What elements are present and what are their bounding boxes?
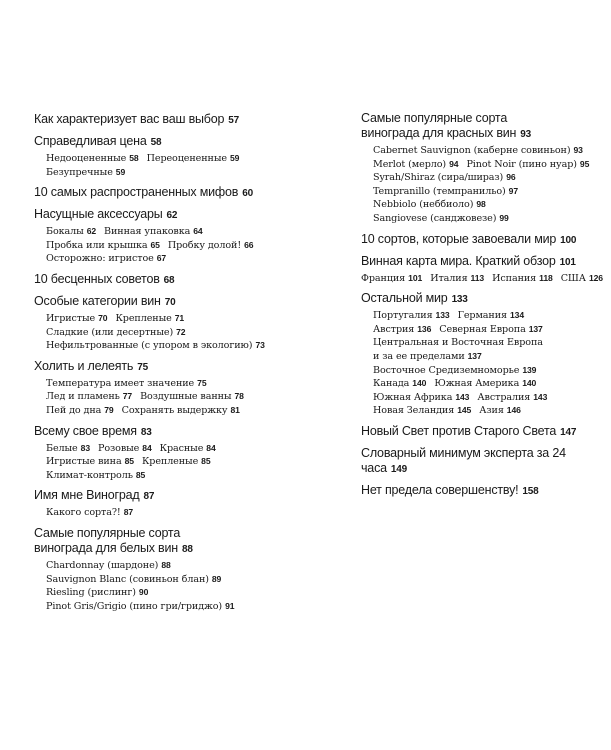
toc-entry-label: Климат-контроль [46,469,133,481]
toc-entry-label: и за ее пределами [373,350,465,362]
toc-subitem-line [46,404,284,418]
toc-entry [373,310,450,321]
toc-entry-label: Германия [457,310,507,322]
toc-section [34,272,284,288]
toc-entry-label: Осторожно: игристое [46,253,154,265]
toc-page-number: 137 [528,323,543,334]
toc-section-heading [361,424,591,440]
toc-page-number: 147 [560,426,577,438]
toc-section [34,134,284,179]
toc-entry [46,240,160,251]
toc-subitems [34,312,284,353]
toc-section-title: Холить и лелеять [34,358,134,373]
toc-subitem-line [46,312,284,326]
toc-subitem-line [373,144,591,158]
toc-section-heading [34,526,284,557]
toc-page-number: 100 [560,234,577,246]
toc-entry-label: США [560,272,586,284]
toc-page-number: 133 [451,294,468,306]
toc-entry-label: Белые [46,442,78,454]
toc-subitem-line [46,559,284,573]
toc-section-title: 10 самых распространенных мифов [34,185,239,200]
toc-page-number: 64 [193,226,203,237]
toc-section-heading [34,488,284,504]
toc-entry [434,378,536,389]
toc-page-number: 78 [234,391,244,402]
toc-page-number: 158 [522,485,539,497]
toc-entry-label: Sangiovese (санджовезе) [373,212,497,224]
toc-section-heading [34,294,284,310]
toc-subitem-line [46,339,284,353]
toc-entry-label: Безупречные [46,166,113,178]
toc-subitems [34,506,284,520]
toc-subitem-line [46,252,284,266]
toc-entry-label: Пробку долой! [167,239,242,251]
toc-entry [140,391,244,402]
toc-section-title: Самые популярные сорта [361,111,508,125]
toc-entry [46,560,171,571]
toc-section [361,446,591,477]
toc-entry-label: Sauvignon Blanc (совиньон блан) [46,573,209,585]
toc-entry-label: Южная Америка [434,378,520,390]
toc-entry-label: Cabernet Sauvignon (каберне совиньон) [373,145,571,156]
toc-entry-label: Лед и пламень [46,391,120,403]
toc-page-number: 62 [166,210,178,222]
toc-entry [142,456,211,467]
toc-page-number: 81 [230,404,240,415]
toc-page-number: 84 [206,442,216,453]
toc-subitems [34,377,284,418]
toc-entry [46,601,234,612]
toc-entry-label: Португалия [373,310,433,322]
toc-entry [373,159,458,170]
toc-entry-label: Merlot (мерло) [373,158,447,170]
toc-entry-label: Воздушные ванны [140,391,232,403]
toc-page-number: 83 [140,426,152,438]
toc-entry-label: Восточное Средиземноморье [373,364,520,376]
toc-entry [466,159,589,170]
toc-entry-label: Сладкие (или десертные) [46,326,174,338]
toc-entry-label: Pinot Gris/Grigio (пино гри/гриджо) [46,600,223,612]
toc-section [361,111,591,226]
toc-section-title: Нет предела совершенству! [361,482,519,497]
toc-page-number: 140 [412,378,427,389]
toc-entry-label: Красные [159,442,204,454]
toc-entry-label: Tempranillo (темпранильо) [373,185,506,197]
toc-entry [160,443,216,454]
toc-page-number: 85 [124,456,134,467]
toc-section-heading [361,111,591,142]
toc-section-heading [361,446,591,477]
toc-subitem-line [373,391,591,405]
toc-section-title: Насущные аксессуары [34,207,163,222]
toc-entry-label: Nebbiolo (неббиоло) [373,199,474,211]
toc-page-number: 146 [506,405,521,416]
toc-entry-label: Южная Африка [373,391,453,403]
toc-subitems [34,225,284,266]
toc-entry [373,172,516,183]
toc-subitems [34,152,284,179]
toc-subitem-line [373,198,591,212]
toc-section-title: 10 сортов, которые завоевали мир [361,231,557,246]
toc-entry-label: Австралия [477,391,531,403]
toc-section-heading [34,185,284,201]
toc-entry [115,313,184,324]
toc-subitem-line [373,350,591,364]
toc-entry [361,273,422,284]
toc-section-title: Винная карта мира. Краткий обзор [361,253,556,268]
toc-entry-label: Chardonnay (шардоне) [46,559,159,571]
toc-section-title-cont: винограда для белых вин [34,540,178,555]
toc-subitems [361,272,603,286]
toc-page-number: 90 [138,587,149,598]
toc-entry-label: Riesling (рислинг) [46,587,136,599]
toc-page-number: 91 [225,600,235,611]
toc-section [34,185,284,201]
toc-left-column [34,112,284,619]
toc-page-number: 75 [137,361,148,373]
toc-subitem-line [46,239,284,253]
toc-entry [46,226,96,237]
toc-subitem-line [46,442,284,456]
toc-page-number: 98 [476,199,486,210]
toc-entry-label: Температура имеет значение [46,377,195,389]
toc-entry [46,391,132,402]
toc-entry-label: Испания [492,272,537,284]
toc-subitem-line [373,185,591,199]
toc-subitems [34,442,284,483]
toc-page-number: 71 [174,312,185,323]
toc-section [34,294,284,353]
toc-page-number: 84 [142,442,152,453]
toc-entry-label: Переоцененные [146,153,227,164]
toc-entry [46,405,114,416]
toc-entry-label: Канада [373,378,410,390]
toc-entry [46,340,265,351]
toc-section-title: 10 бесценных советов [34,271,160,286]
toc-page-number: 58 [150,137,162,148]
toc-entry-label: Нефильтрованные (с упором в экологию) [46,340,253,352]
toc-section [34,359,284,418]
toc-page-number: 93 [573,145,583,155]
toc-subitem-line [46,600,284,614]
toc-section [361,424,591,440]
toc-right-column [361,111,603,505]
toc-section-heading [34,359,284,375]
toc-section-heading [34,424,284,440]
toc-page-number: 118 [539,272,553,283]
toc-page-number: 57 [228,115,240,126]
toc-entry [373,351,482,362]
toc-section-title: Словарный минимум эксперта за 24 часа [361,445,566,475]
toc-subitems [361,144,591,226]
toc-page-number: 75 [197,377,207,388]
toc-entry [373,324,431,335]
toc-entry-label: Винная упаковка [104,226,191,238]
toc-section [361,291,591,418]
toc-entry [479,405,521,416]
toc-subitem-line [373,364,591,378]
toc-page-number: 93 [520,129,531,140]
toc-entry [373,186,518,197]
toc-page-number: 68 [163,274,175,286]
toc-subitem-line [373,171,591,185]
toc-entry-label: Азия [479,405,504,417]
toc-section-title-cont: винограда для красных вин [361,126,517,140]
toc-subitem-line [373,404,591,418]
toc-page-number: 65 [150,239,160,250]
toc-entry [46,507,133,518]
toc-entry [430,273,484,284]
toc-page-number: 79 [104,404,114,415]
toc-page-number: 73 [255,340,265,351]
toc-entry [373,392,469,403]
toc-entry-label: Новая Зеландия [373,405,455,417]
toc-entry-label: Syrah/Shiraz (сира/шираз) [373,172,504,184]
toc-subitem-line [46,390,284,404]
toc-subitem-line [46,166,284,180]
toc-section-heading [34,134,284,150]
toc-section-title-line2 [34,541,284,557]
toc-page-number: 99 [499,212,509,223]
toc-entry-label: Крепленые [141,456,199,468]
toc-entry [46,574,221,585]
toc-page-number: 143 [455,391,470,402]
toc-page-number: 94 [449,158,459,169]
toc-entry-label: Игристые [46,312,96,324]
toc-subitem-line [361,272,603,286]
toc-page-number: 59 [115,166,126,177]
toc-entry [46,378,207,389]
toc-entry-label: Италия [430,272,468,284]
toc-entry [373,378,426,389]
toc-section-title: Самые популярные сорта [34,525,181,540]
toc-page-number: 101 [559,256,576,268]
toc-subitem-line [46,377,284,391]
toc-page-number: 85 [201,456,211,467]
toc-subitems [361,309,591,418]
toc-page-number: 66 [244,239,254,250]
toc-section-title: Справедливая цена [34,134,147,148]
toc-page-number: 70 [98,312,108,323]
toc-entry-label: Северная Европа [439,323,526,335]
toc-page-number: 58 [129,153,139,163]
toc-entry [46,153,139,164]
toc-entry [477,392,547,403]
toc-section-title: Всему свое время [34,423,137,438]
toc-page-number: 140 [522,378,537,389]
toc-section [361,253,603,286]
toc-entry [561,273,603,284]
toc-entry [373,337,543,348]
toc-subitems [34,559,284,613]
toc-page-number: 139 [522,364,537,375]
toc-section [34,488,284,520]
toc-subitem-line [46,455,284,469]
toc-entry [147,153,240,164]
toc-page-number: 97 [508,185,519,196]
toc-subitem-line [373,309,591,323]
toc-entry-label: Игристые вина [46,456,122,468]
toc-page-number: 88 [181,543,193,555]
toc-section-title-line2 [361,126,591,142]
toc-entry-label: Какого сорта?! [46,507,121,519]
toc-page-number: 95 [579,158,590,169]
toc-entry [373,405,471,416]
toc-section [34,526,284,613]
toc-section [361,232,591,248]
toc-page-number: 87 [143,491,155,503]
toc-entry-label: Сохранять выдержку [121,404,228,416]
toc-page-number: 136 [417,323,432,334]
toc-page-number: 133 [435,310,450,321]
toc-page-number: 96 [506,172,516,183]
toc-entry-label: Франция [361,272,406,284]
toc-entry-label: Недооцененные [46,153,127,164]
toc-page-number: 87 [123,507,134,518]
toc-page-number: 134 [509,310,525,321]
toc-page-number: 149 [390,463,407,475]
toc-entry [46,470,145,481]
toc-entry-label: Центральная и Восточная Европа [373,337,543,349]
toc-entry [458,310,524,321]
toc-page-number: 113 [470,272,485,283]
toc-subitem-line [46,152,284,166]
toc-page-number: 72 [176,326,186,337]
toc-page-number: 126 [588,272,603,283]
toc-page-number: 85 [135,469,146,480]
toc-subitem-line [373,212,591,226]
toc-section-heading [361,483,591,499]
toc-entry-label: Розовые [98,442,140,454]
toc-page-number: 59 [229,153,240,163]
toc-page-number: 88 [161,559,171,570]
toc-entry-label: Pinot Noir (пино нуар) [466,158,577,170]
toc-entry [168,240,254,251]
toc-section-heading [34,112,284,128]
toc-entry [46,253,166,264]
toc-section-title: Новый Свет против Старого Света [361,423,557,438]
toc-subitem-line [46,586,284,600]
toc-entry-label: Пей до дна [46,404,102,416]
toc-subitem-line [46,469,284,483]
toc-entry [492,273,553,284]
toc-entry [46,327,185,338]
toc-page-number: 101 [408,272,423,283]
toc-entry [373,145,583,156]
toc-entry [373,213,509,224]
toc-page-number: 145 [457,405,472,416]
toc-subitem-line [46,326,284,340]
toc-entry [46,443,90,454]
toc-section-heading [34,272,284,288]
toc-subitem-line [373,323,591,337]
toc-subitem-line [46,506,284,520]
toc-page-number: 62 [86,226,97,237]
toc-entry [46,167,125,178]
toc-subitem-line [373,158,591,172]
toc-section-heading [34,207,284,223]
toc-section-heading [361,254,591,270]
toc-entry [122,405,240,416]
toc-page-number: 70 [164,296,176,308]
toc-entry [439,324,542,335]
toc-page-number: 77 [122,391,133,402]
toc-entry [46,456,134,467]
toc-entry [46,587,148,598]
toc-section [361,483,591,499]
toc-subitem-line [373,377,591,391]
toc-page-number: 83 [80,442,90,453]
toc-page-number: 67 [156,253,167,264]
toc-section [34,424,284,483]
toc-entry-label: Австрия [373,323,415,335]
toc-page-number: 143 [533,391,548,402]
toc-entry-label: Пробка или крышка [46,239,148,251]
toc-section-heading [361,291,591,307]
toc-page-number: 60 [242,188,253,200]
toc-section-heading [361,232,591,248]
toc-section-title: Особые категории вин [34,293,161,308]
toc-entry-label: Крепленые [115,312,172,324]
toc-entry [104,226,203,237]
toc-entry [373,365,536,376]
toc-entry [373,199,486,210]
toc-entry [98,443,152,454]
toc-entry-label: Бокалы [46,226,84,238]
toc-section [34,207,284,266]
toc-entry [46,313,107,324]
toc-page-number: 137 [467,350,482,361]
toc-section-title: Как характеризует вас ваш выбор [34,112,225,126]
toc-subitem-line [46,225,284,239]
toc-section [34,112,284,128]
toc-section-title: Остальной мир [361,291,448,306]
toc-page-number: 89 [211,573,222,584]
toc-section-title: Имя мне Виноград [34,488,140,503]
toc-subitem-line [373,336,591,350]
toc-subitem-line [46,573,284,587]
